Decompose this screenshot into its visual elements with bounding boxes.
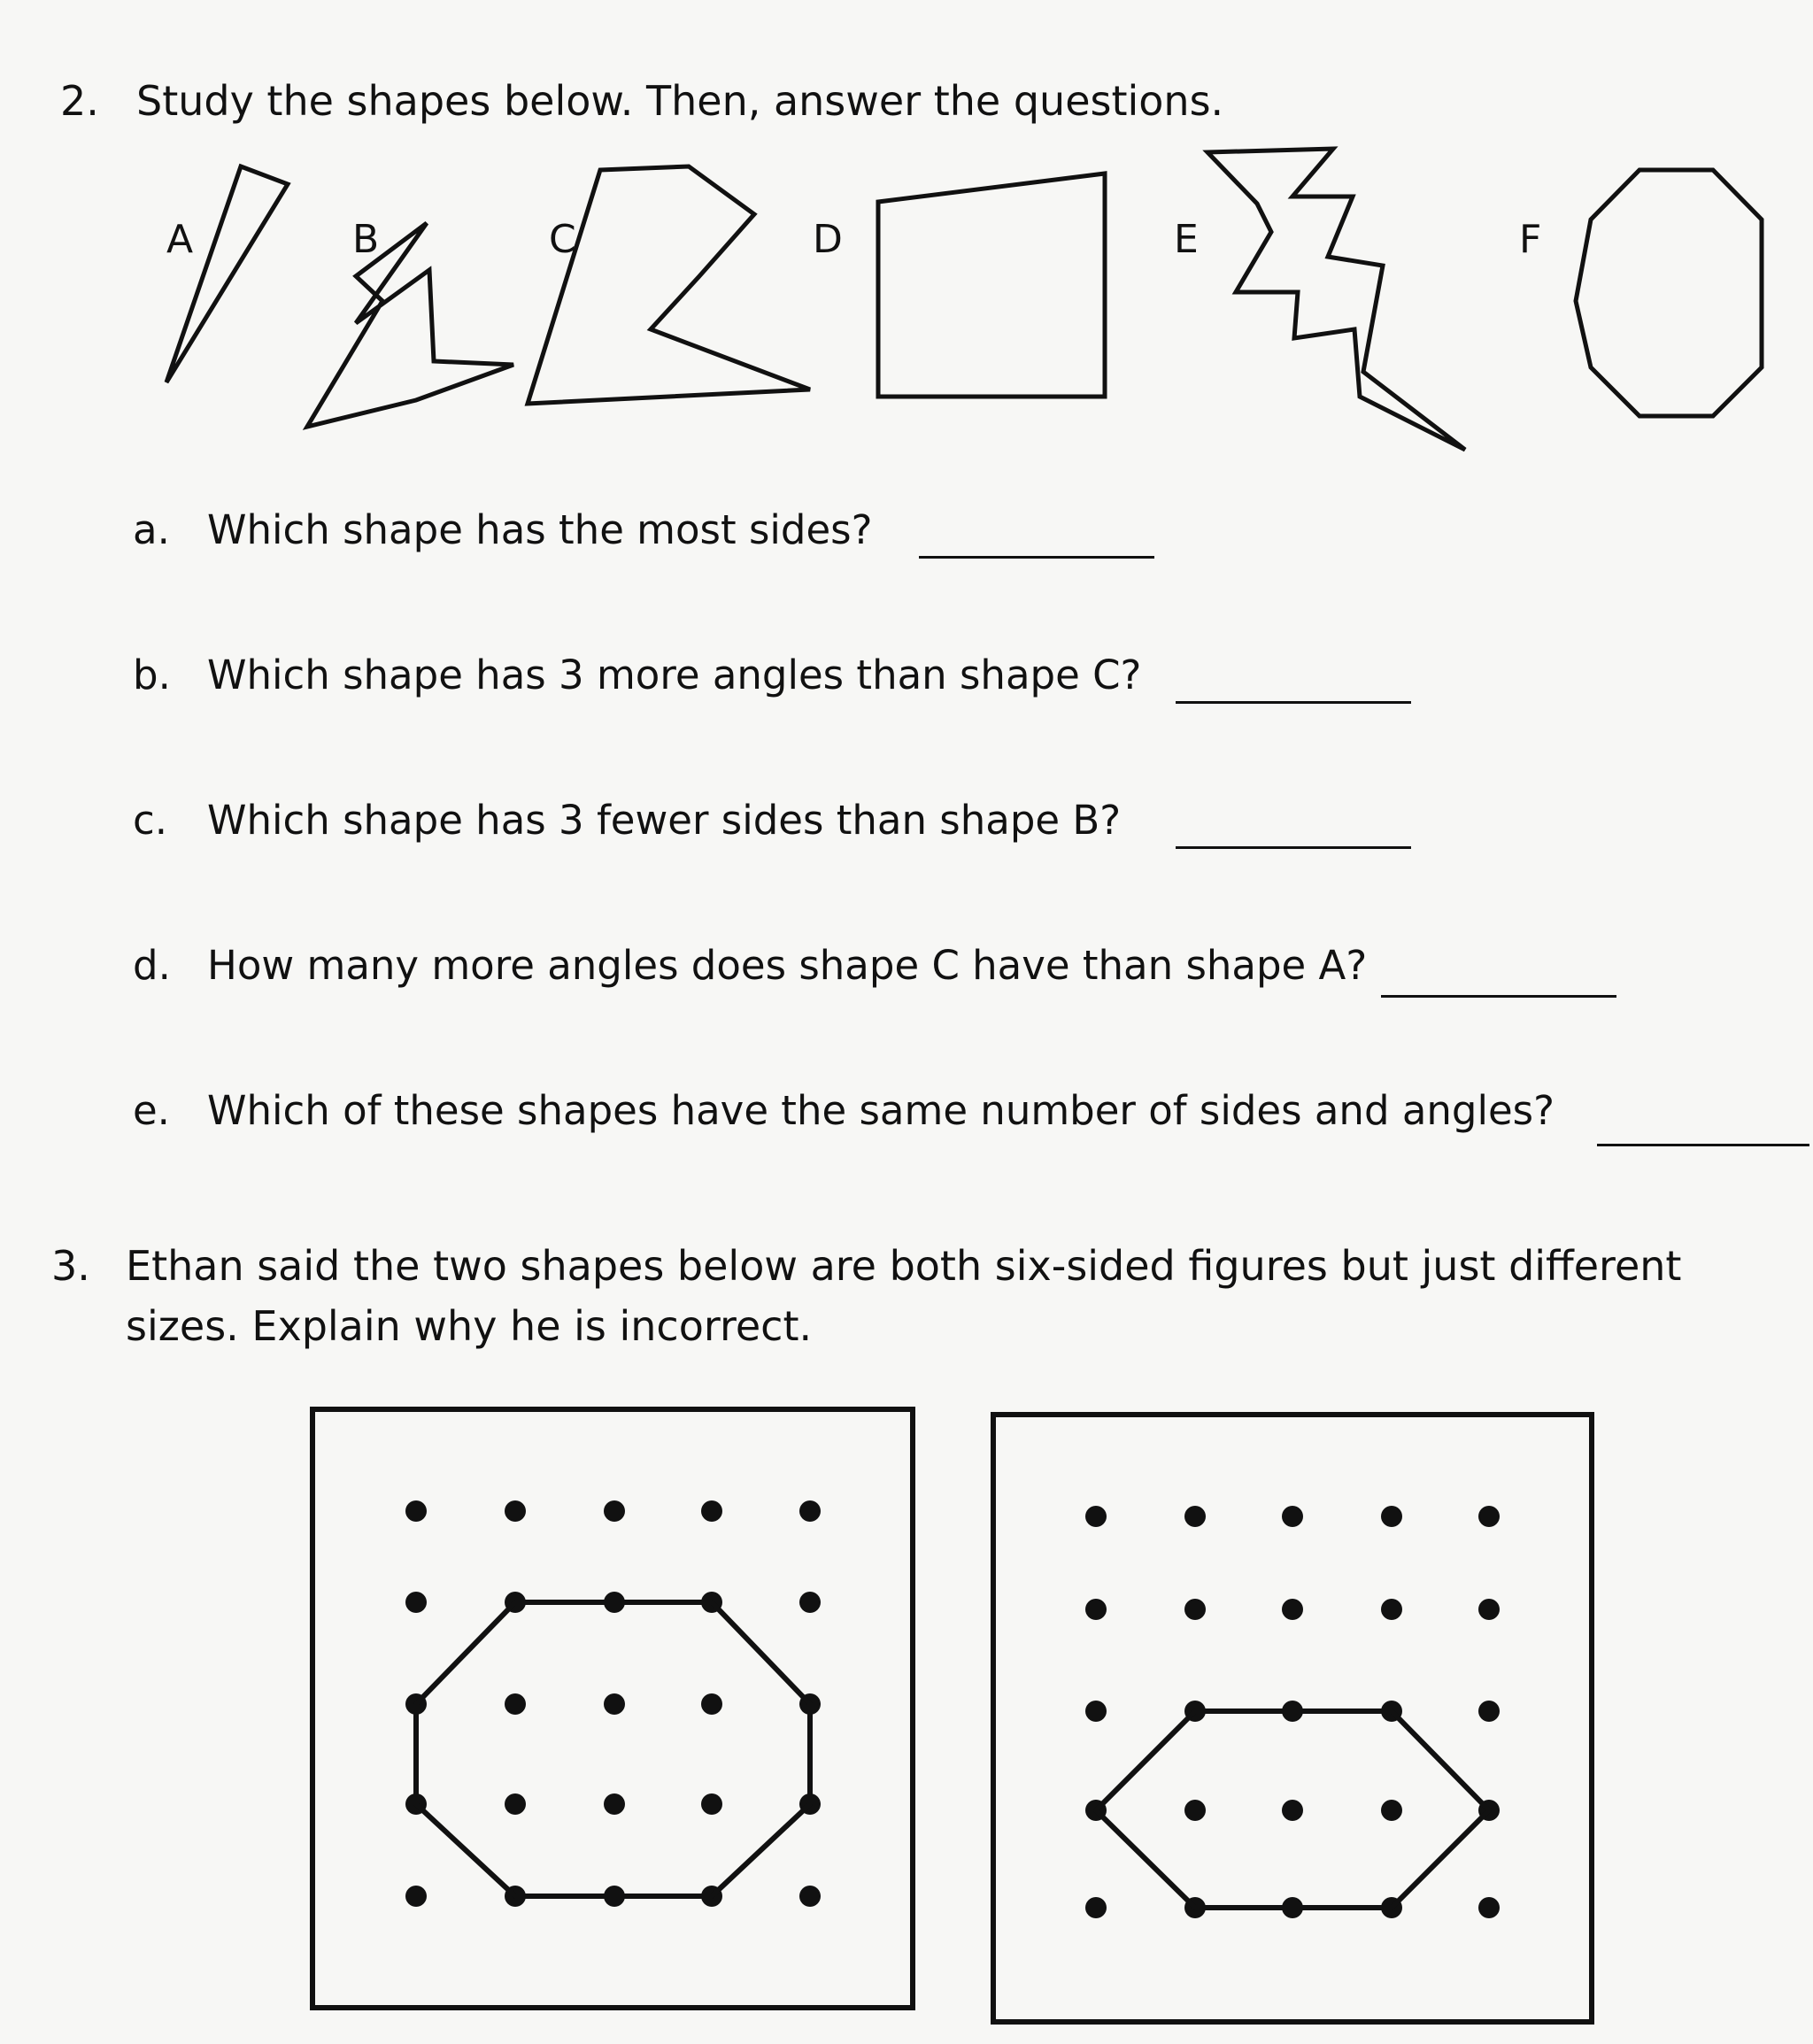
subquestion-letter: e. — [133, 1087, 170, 1134]
shape-b — [307, 223, 513, 427]
geoboard-right — [993, 1415, 1592, 2022]
subquestion-letter: b. — [133, 652, 171, 698]
dot-grid-left — [405, 1500, 821, 1907]
subquestion-a — [133, 506, 872, 563]
shape-c — [528, 166, 810, 404]
subquestion-text: Which of these shapes have the same number of sides and angles? — [207, 1087, 1555, 1134]
shape-label-b: B — [352, 217, 380, 262]
answer-blank-b[interactable] — [1176, 701, 1411, 704]
shape-a — [166, 166, 288, 382]
answer-blank-d[interactable] — [1381, 995, 1616, 998]
shape-d — [878, 174, 1105, 397]
subquestion-text: Which shape has 3 fewer sides than shape B? — [207, 797, 1122, 844]
shape-e — [1207, 149, 1465, 450]
answer-blank-e[interactable] — [1597, 1144, 1809, 1146]
shape-label-e: E — [1174, 217, 1199, 262]
geoboard-left — [312, 1409, 913, 2008]
question-text-line-1: Ethan said the two shapes below are both six-sided figures but just different — [126, 1242, 1682, 1290]
hexagon-shape — [1096, 1711, 1489, 1908]
subquestion-d — [133, 942, 1367, 999]
shape-label-a: A — [166, 217, 194, 262]
subquestion-e — [133, 1087, 1555, 1144]
question-3-heading — [51, 1238, 1786, 1361]
answer-blank-a[interactable] — [919, 556, 1154, 559]
question-text: Study the shapes below. Then, answer the questions. — [136, 77, 1224, 125]
subquestion-letter: d. — [133, 942, 171, 989]
subquestion-text: Which shape has 3 more angles than shape C? — [207, 652, 1142, 698]
subquestion-c — [133, 797, 1121, 853]
subquestion-text: Which shape has the most sides? — [207, 506, 873, 553]
shape-label-d: D — [813, 217, 843, 262]
subquestion-b — [133, 652, 1141, 708]
shape-label-f: F — [1519, 217, 1542, 262]
question-number: 2. — [60, 77, 99, 125]
shape-label-c: C — [549, 217, 576, 262]
question-number: 3. — [51, 1242, 90, 1290]
dot-grid-right — [1085, 1506, 1500, 1918]
question-text-line-2: sizes. Explain why he is incorrect. — [126, 1302, 813, 1350]
subquestion-letter: c. — [133, 797, 168, 844]
shape-f — [1576, 170, 1762, 416]
subquestion-text: How many more angles does shape C have than shape A? — [207, 942, 1368, 989]
subquestion-letter: a. — [133, 506, 170, 553]
octagon-shape — [416, 1602, 810, 1896]
answer-blank-c[interactable] — [1176, 846, 1411, 849]
